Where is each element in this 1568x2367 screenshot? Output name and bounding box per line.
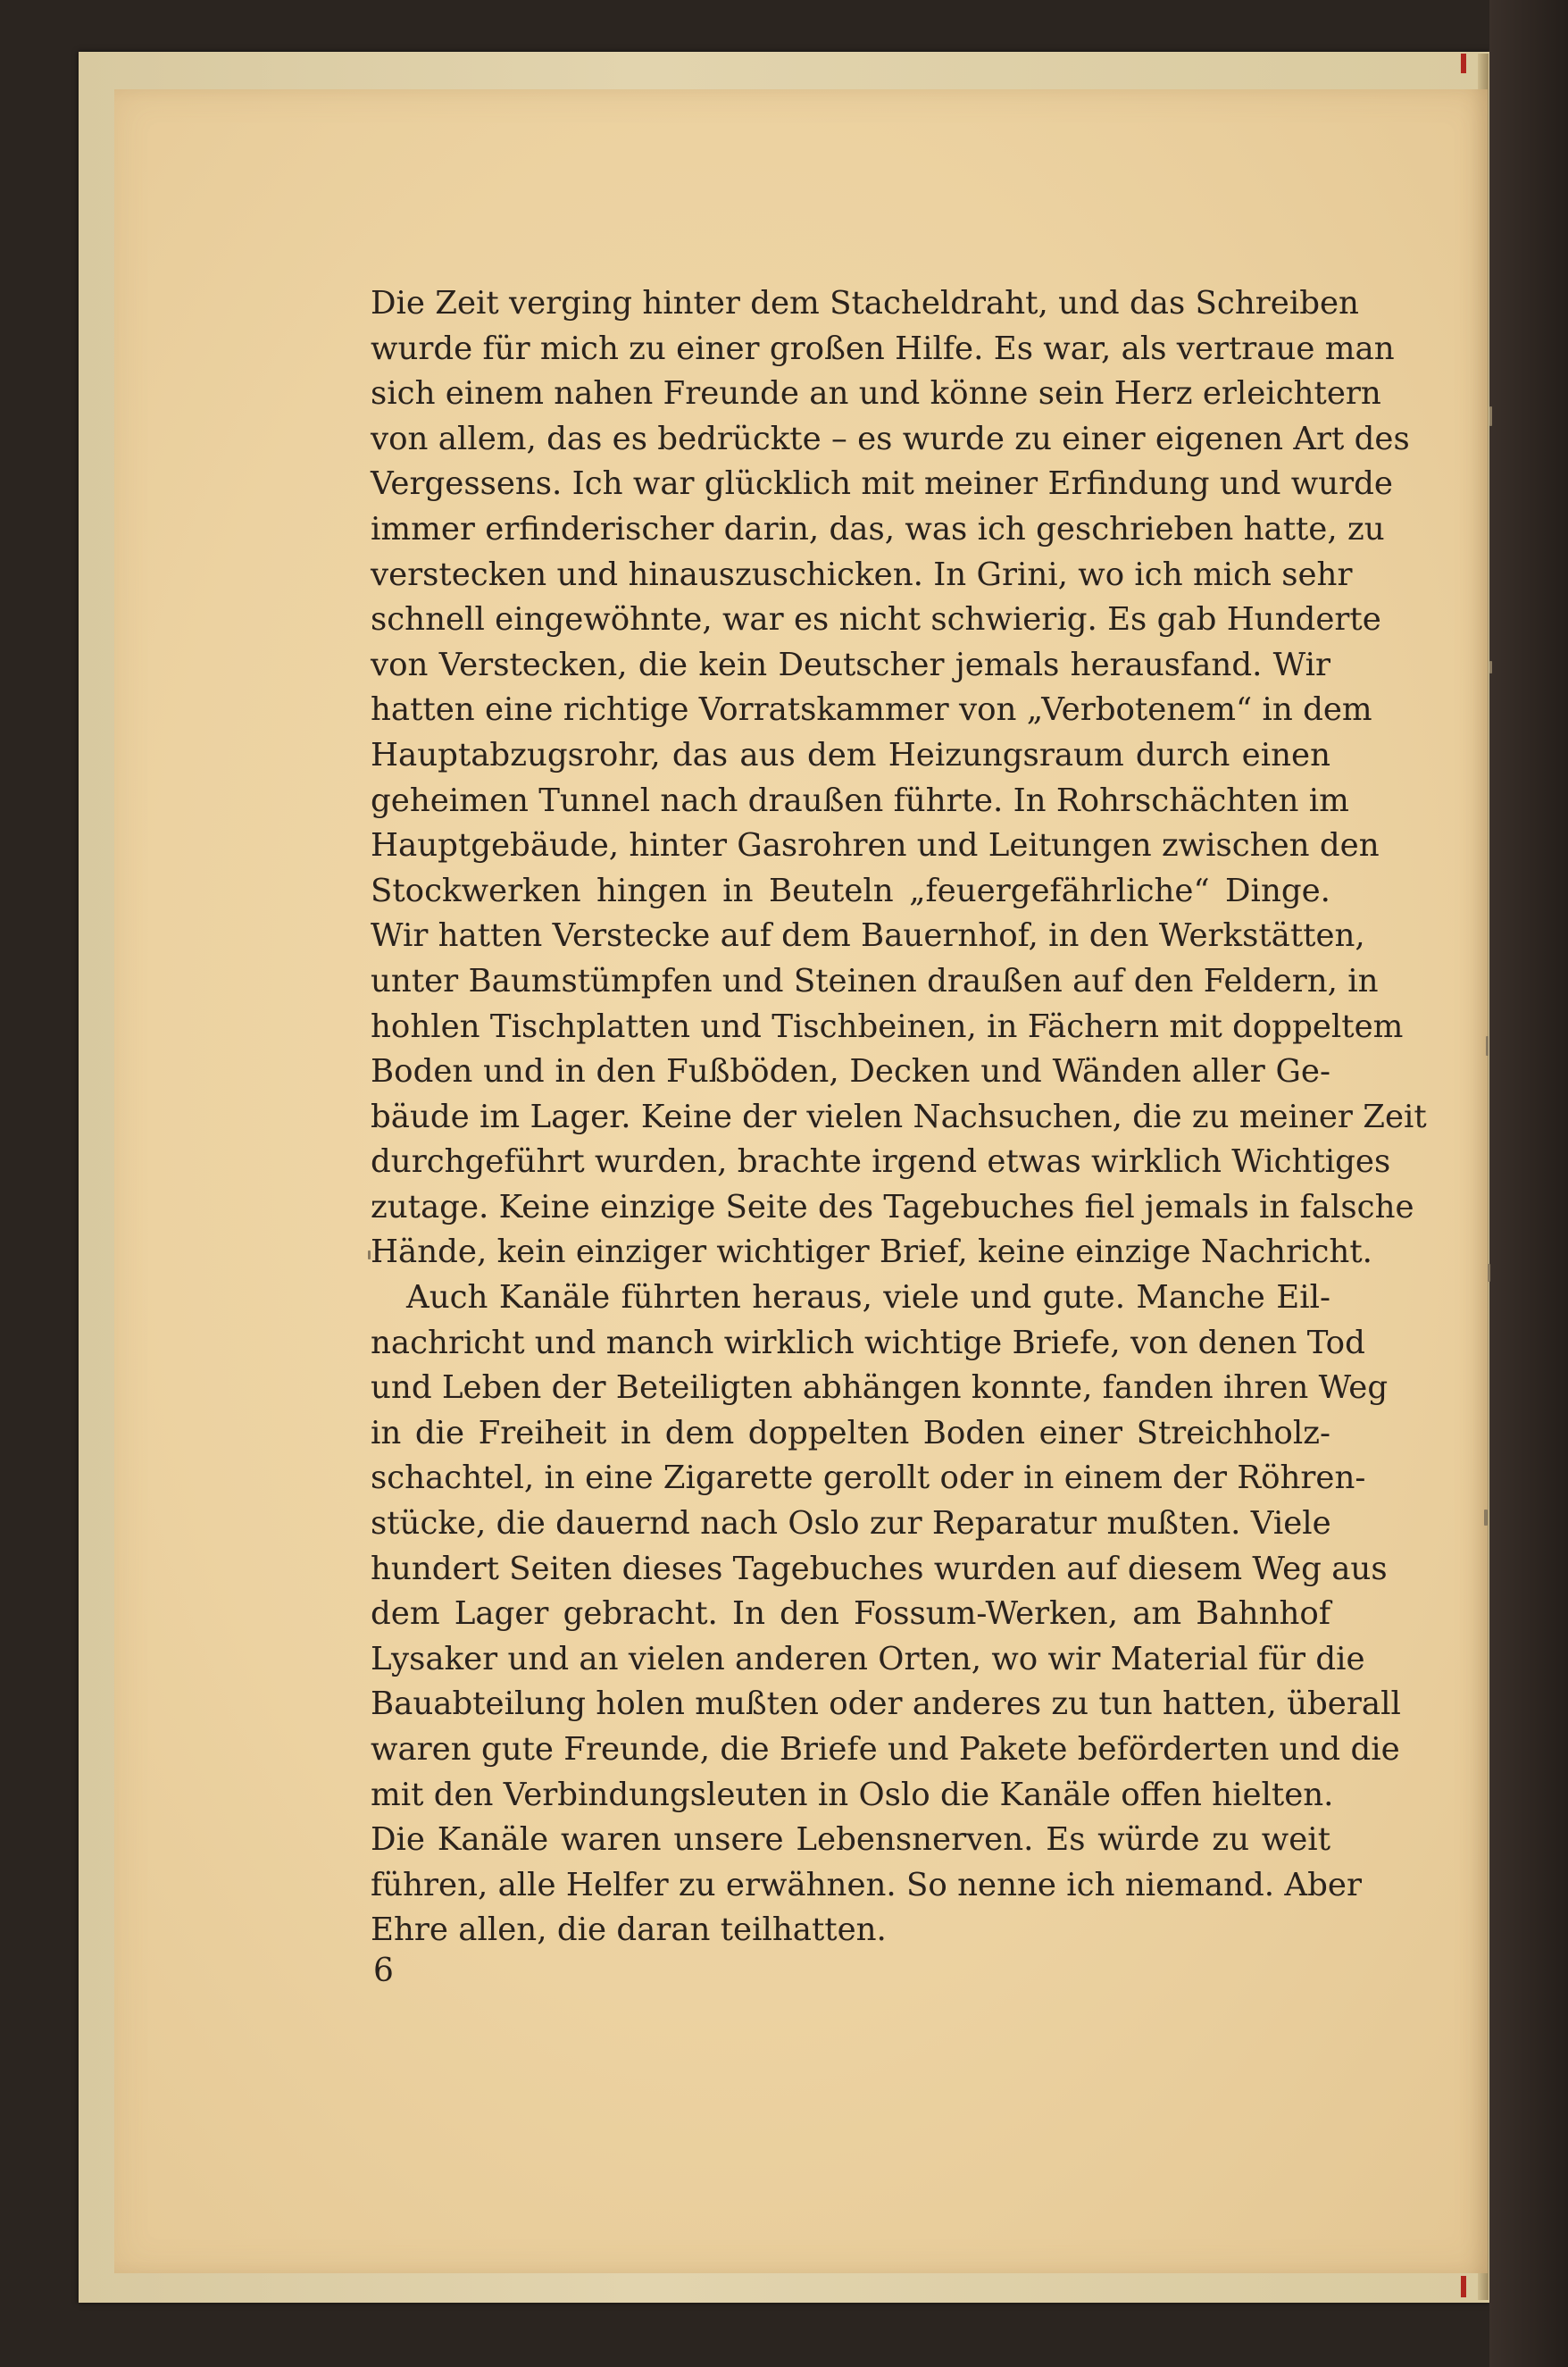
paper-speck (1484, 1510, 1488, 1526)
text-line: von Verstecken, die kein Deutscher jemals herausfand. Wir (371, 646, 1330, 683)
paper-speck (1488, 1264, 1490, 1282)
text-line: Stockwerken hingen in Beuteln „feuergefährliche“ Dinge. (371, 872, 1330, 909)
text-line: Vergessens. Ich war glücklich mit meiner Erfindung und wurde (371, 465, 1393, 503)
text-line: bäude im Lager. Keine der vielen Nachsuchen, die zu meiner Zeit (371, 1098, 1427, 1135)
text-line: sich einem nahen Freunde an und könne sein Herz erleichtern (371, 375, 1381, 413)
text-line: geheimen Tunnel nach draußen führte. In Rohrschächten im (371, 782, 1349, 819)
paper-speck (1486, 1036, 1489, 1056)
text-line: schachtel, in eine Zigarette gerollt oder in einem der Röhren- (371, 1460, 1366, 1497)
red-bookmark-top (1461, 54, 1466, 73)
paper-speck (368, 1250, 371, 1259)
text-line: führen, alle Helfer zu erwähnen. So nenne ich niemand. Aber (371, 1866, 1362, 1903)
text-line: Boden und in den Fußböden, Decken und Wänden aller Ge- (371, 1053, 1330, 1091)
text-line: Die Zeit verging hinter dem Stacheldraht, und das Schreiben (371, 285, 1359, 322)
text-line: durchgeführt wurden, brachte irgend etwas wirklich Wichtiges (371, 1143, 1391, 1181)
text-line: in die Freiheit in dem doppelten Boden einer Streichholz- (371, 1414, 1330, 1451)
red-bookmark-bottom (1461, 2276, 1466, 2297)
text-line: Hauptgebäude, hinter Gasrohren und Leitungen zwischen den (371, 827, 1380, 865)
text-line: dem Lager gebracht. In den Fossum-Werken, am Bahnhof (371, 1595, 1330, 1633)
text-line: Hauptabzugsrohr, das aus dem Heizungsraum durch einen (371, 736, 1330, 774)
text-line: Auch Kanäle führten heraus, viele und gute. Manche Eil- (406, 1279, 1330, 1317)
text-line: wurde für mich zu einer großen Hilfe. Es war, als vertraue man (371, 330, 1395, 367)
text-line: zutage. Keine einzige Seite des Tagebuches fiel jemals in falsche (371, 1188, 1414, 1225)
text-line: mit den Verbindungsleuten in Oslo die Kanäle offen hielten. (371, 1776, 1334, 1813)
text-line: immer erfinderischer darin, das, was ich geschrieben hatte, zu (371, 510, 1385, 548)
paper-speck (1489, 661, 1492, 673)
text-line: schnell eingewöhnte, war es nicht schwierig. Es gab Hunderte (371, 601, 1381, 639)
page-number: 6 (373, 1953, 394, 1989)
text-line: hatten eine richtige Vorratskammer von „Verbotenem“ in dem (371, 691, 1372, 729)
text-line: Ehre allen, die daran teilhatten. (371, 1911, 887, 1949)
text-line: Hände, kein einziger wichtiger Brief, keine einzige Nachricht. (371, 1234, 1372, 1271)
text-line: und Leben der Beteiligten abhängen konnte, fanden ihren Weg (371, 1369, 1389, 1407)
text-line: verstecken und hinauszuschicken. In Grini, wo ich mich sehr (371, 556, 1353, 593)
text-line: hohlen Tischplatten und Tischbeinen, in Fächern mit doppeltem (371, 1008, 1404, 1045)
text-line: waren gute Freunde, die Briefe und Pakete beförderten und die (371, 1731, 1400, 1768)
paper-speck (1489, 406, 1492, 426)
text-line: von allem, das es bedrückte – es wurde zu einer eigenen Art des (371, 420, 1410, 457)
dark-background-right (1489, 0, 1568, 2367)
text-line: Die Kanäle waren unsere Lebensnerven. Es würde zu weit (371, 1821, 1330, 1859)
body-text (371, 281, 1427, 1953)
text-line: Wir hatten Verstecke auf dem Bauernhof, in den Werkstätten, (371, 917, 1365, 955)
text-line: Bauabteilung holen mußten oder anderes zu tun hatten, überall (371, 1685, 1401, 1723)
text-line: Lysaker und an vielen anderen Orten, wo wir Material für die (371, 1640, 1365, 1677)
text-line: stücke, die dauernd nach Oslo zur Reparatur mußten. Viele (371, 1505, 1331, 1543)
text-line: nachricht und manch wirklich wichtige Briefe, von denen Tod (371, 1324, 1365, 1361)
text-line: hundert Seiten dieses Tagebuches wurden auf diesem Weg aus (371, 1550, 1388, 1587)
text-line: unter Baumstümpfen und Steinen draußen auf den Feldern, in (371, 962, 1379, 999)
